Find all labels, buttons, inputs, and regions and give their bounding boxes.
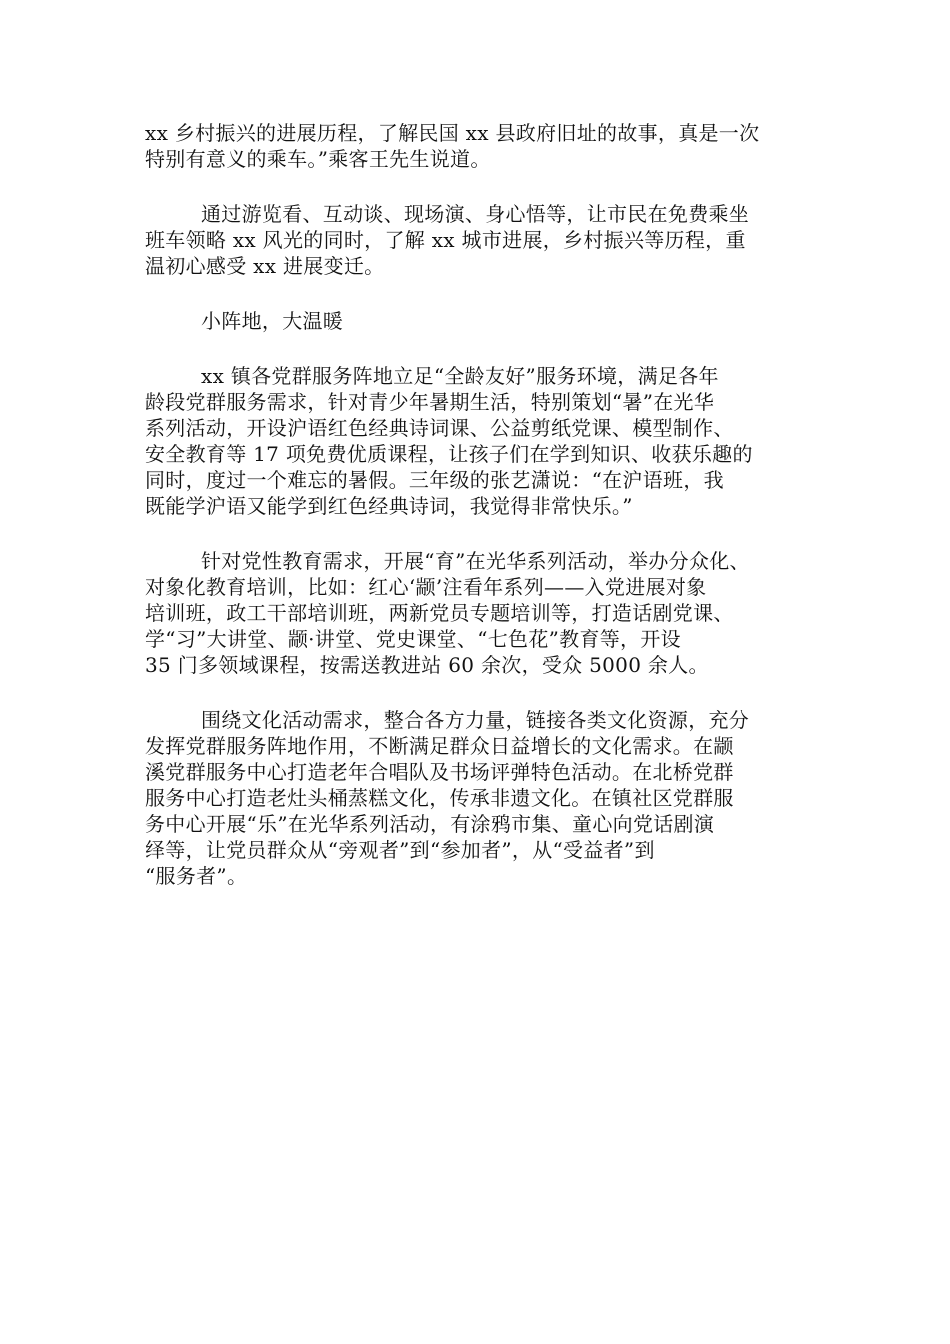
text-line: 龄段党群服务需求，针对青少年暑期生活，特别策划“暑”在光华 [145,390,715,414]
text-line: 服务中心打造老灶头桶蒸糕文化，传承非遗文化。在镇社区党群服 [145,786,734,810]
text-line: 既能学沪语又能学到红色经典诗词，我觉得非常快乐。” [145,494,633,518]
text-line: 针对党性教育需求，开展“育”在光华系列活动，举办分众化、 [201,549,750,573]
text-line: 围绕文化活动需求，整合各方力量，链接各类文化资源，充分 [201,708,750,732]
paragraph [145,308,817,334]
text-line: 溪党群服务中心打造老年合唱队及书场评弹特色活动。在北桥党群 [145,760,734,784]
text-line: 温初心感受 xx 进展变迁。 [145,254,385,278]
text-line: xx 乡村振兴的进展历程，了解民国 xx 县政府旧址的故事，真是一次 [145,121,760,145]
document-body [145,120,817,918]
paragraph [145,707,817,889]
text-line: 35 门多领域课程，按需送教进站 60 余次，受众 5000 余人。 [145,653,709,677]
paragraph [145,120,817,172]
text-line: 培训班，政工干部培训班，两新党员专题培训等，打造话剧党课、 [145,601,734,625]
text-line: 发挥党群服务阵地作用，不断满足群众日益增长的文化需求。在颛 [145,734,734,758]
text-line: 安全教育等 17 项免费优质课程，让孩子们在学到知识、收获乐趣的 [145,442,753,466]
text-line: 学“习”大讲堂、颛·讲堂、党史课堂、“七色花”教育等，开设 [145,627,681,651]
text-line: 对象化教育培训，比如：红心‘颛’注看年系列——入党进展对象 [145,575,707,599]
paragraph [145,201,817,279]
text-line: xx 镇各党群服务阵地立足“全龄友好”服务环境，满足各年 [201,364,719,388]
text-line: 绎等，让党员群众从“旁观者”到“参加者”，从“受益者”到 [145,838,655,862]
text-line: 系列活动，开设沪语红色经典诗词课、公益剪纸党课、模型制作、 [145,416,734,440]
paragraph [145,548,817,678]
text-line: 务中心开展“乐”在光华系列活动，有涂鸦市集、童心向党话剧演 [145,812,715,836]
text-line: 特别有意义的乘车。”乘客王先生说道。 [145,147,491,171]
text-line: “服务者”。 [145,864,248,888]
text-line: 小阵地，大温暖 [201,309,344,333]
text-line: 通过游览看、互动谈、现场演、身心悟等，让市民在免费乘坐 [201,202,750,226]
text-line: 同时，度过一个难忘的暑假。三年级的张艺潇说：“在沪语班，我 [145,468,724,492]
text-line: 班车领略 xx 风光的同时，了解 xx 城市进展，乡村振兴等历程，重 [145,228,746,252]
paragraph [145,363,817,519]
